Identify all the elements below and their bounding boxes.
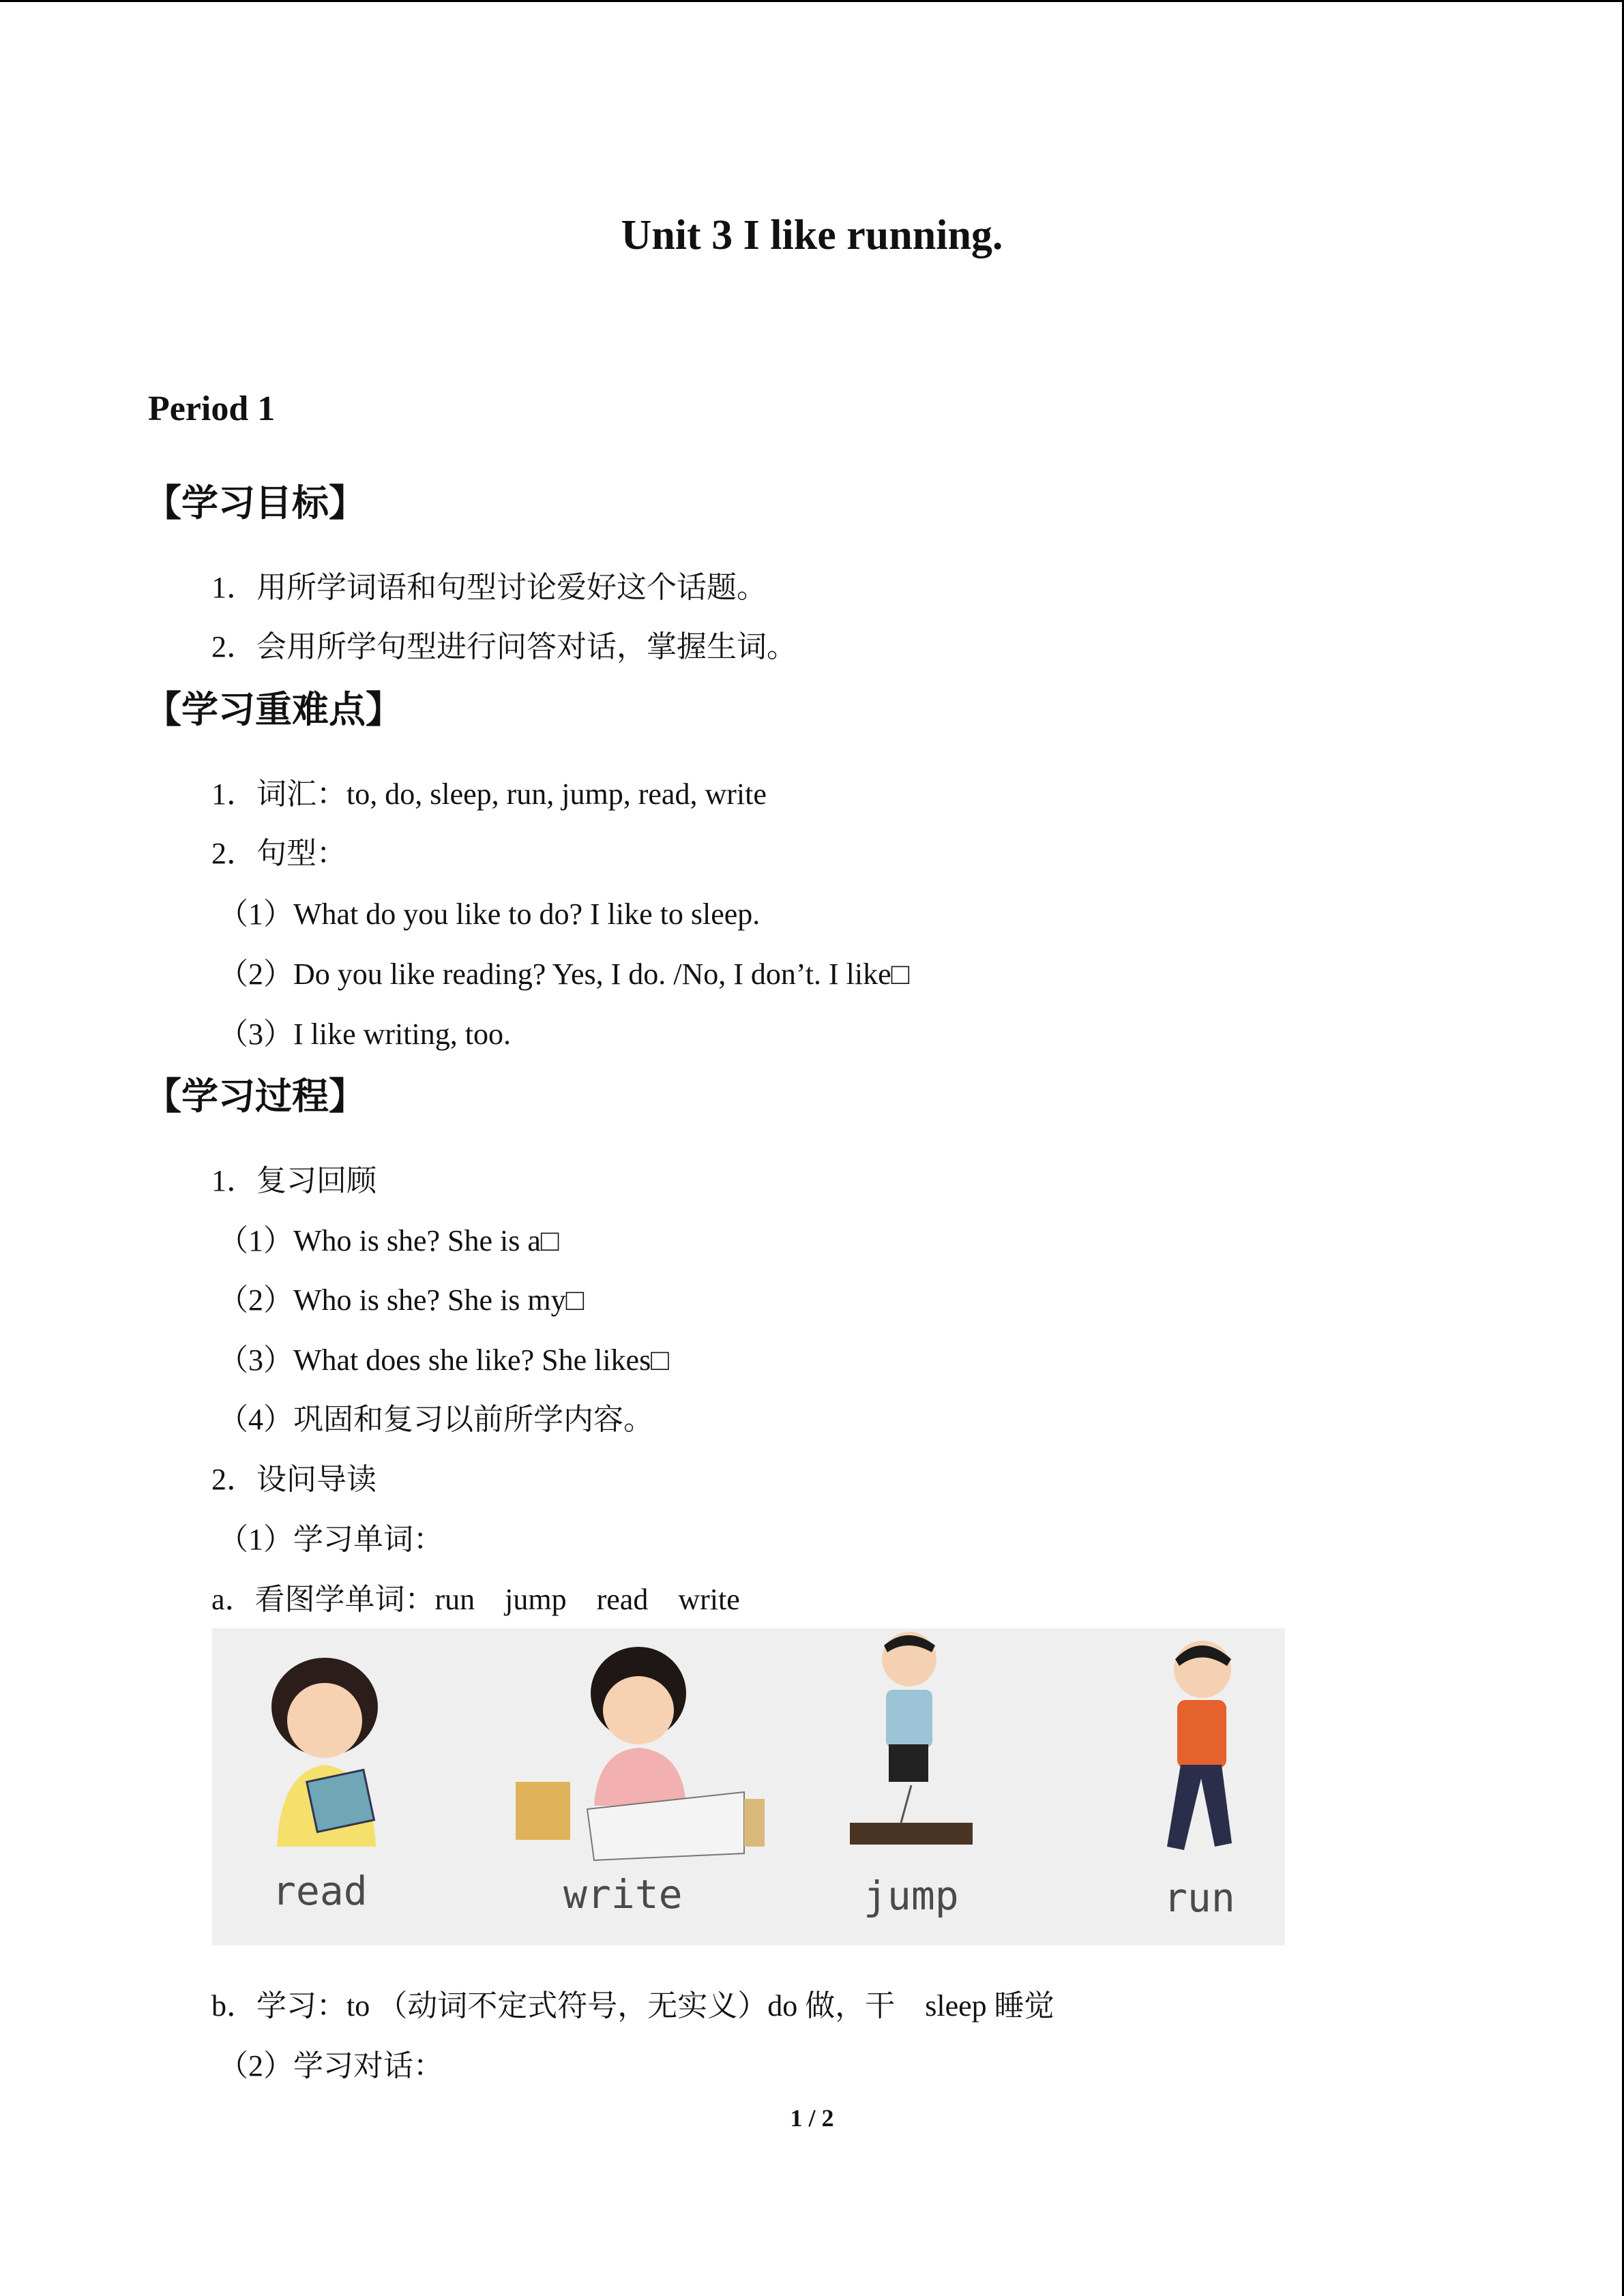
sentence-item: （1）What do you like to do? I like to sleep. <box>218 897 761 931</box>
goal-item: 2．会用所学句型进行问答对话，掌握生词。 <box>211 630 797 664</box>
section-heading-goals: 【学习目标】 <box>145 481 366 524</box>
girl-writing-figure <box>516 1647 765 1860</box>
review-label: 1．复习回顾 <box>211 1164 377 1197</box>
learn-words-label: （1）学习单词： <box>218 1523 443 1556</box>
review-item: （1）Who is she? She is a□ <box>218 1224 559 1257</box>
page-number: 1 / 2 <box>790 2104 834 2132</box>
guide-label: 2．设问导读 <box>211 1463 377 1496</box>
learn-b-line: b．学习：to （动词不定式符号，无实义）do 做，干 sleep 睡觉 <box>211 1989 1054 2023</box>
learn-dialogue-label: （2）学习对话： <box>218 2049 443 2083</box>
sentence-label: 2．句型： <box>211 837 346 870</box>
review-item: （4）巩固和复习以前所学内容。 <box>218 1403 653 1436</box>
goal-item: 1．用所学词语和句型讨论爱好这个话题。 <box>211 571 767 604</box>
picture-words-line: a．看图学单词：run jump read write <box>211 1583 740 1616</box>
boy-jumping-figure <box>850 1632 973 1845</box>
vocab-line: 1．词汇：to, do, sleep, run, jump, read, write <box>211 777 767 811</box>
boy-running-figure <box>1167 1641 1232 1850</box>
section-heading-process: 【学习过程】 <box>145 1075 366 1118</box>
sentence-item: （2）Do you like reading? Yes, I do. /No, I don’t. I like□ <box>218 957 910 991</box>
page-border-top <box>0 0 1624 2</box>
review-item: （2）Who is she? She is my□ <box>218 1283 585 1317</box>
vocabulary-illustration <box>212 1628 1285 1945</box>
girl-reading-figure <box>271 1658 378 1847</box>
review-item: （3）What does she like? She likes□ <box>218 1343 669 1377</box>
document-title: Unit 3 I like running. <box>621 212 1003 258</box>
sentence-item: （3）I like writing, too. <box>218 1017 511 1051</box>
period-heading: Period 1 <box>148 389 276 428</box>
figure-label-write: write <box>563 1871 683 1918</box>
figure-label-read: read <box>272 1868 368 1914</box>
figure-label-run: run <box>1164 1875 1235 1921</box>
illustration-figures <box>212 1628 1285 1945</box>
figure-label-jump: jump <box>863 1873 959 1919</box>
section-heading-key-points: 【学习重难点】 <box>145 688 402 731</box>
